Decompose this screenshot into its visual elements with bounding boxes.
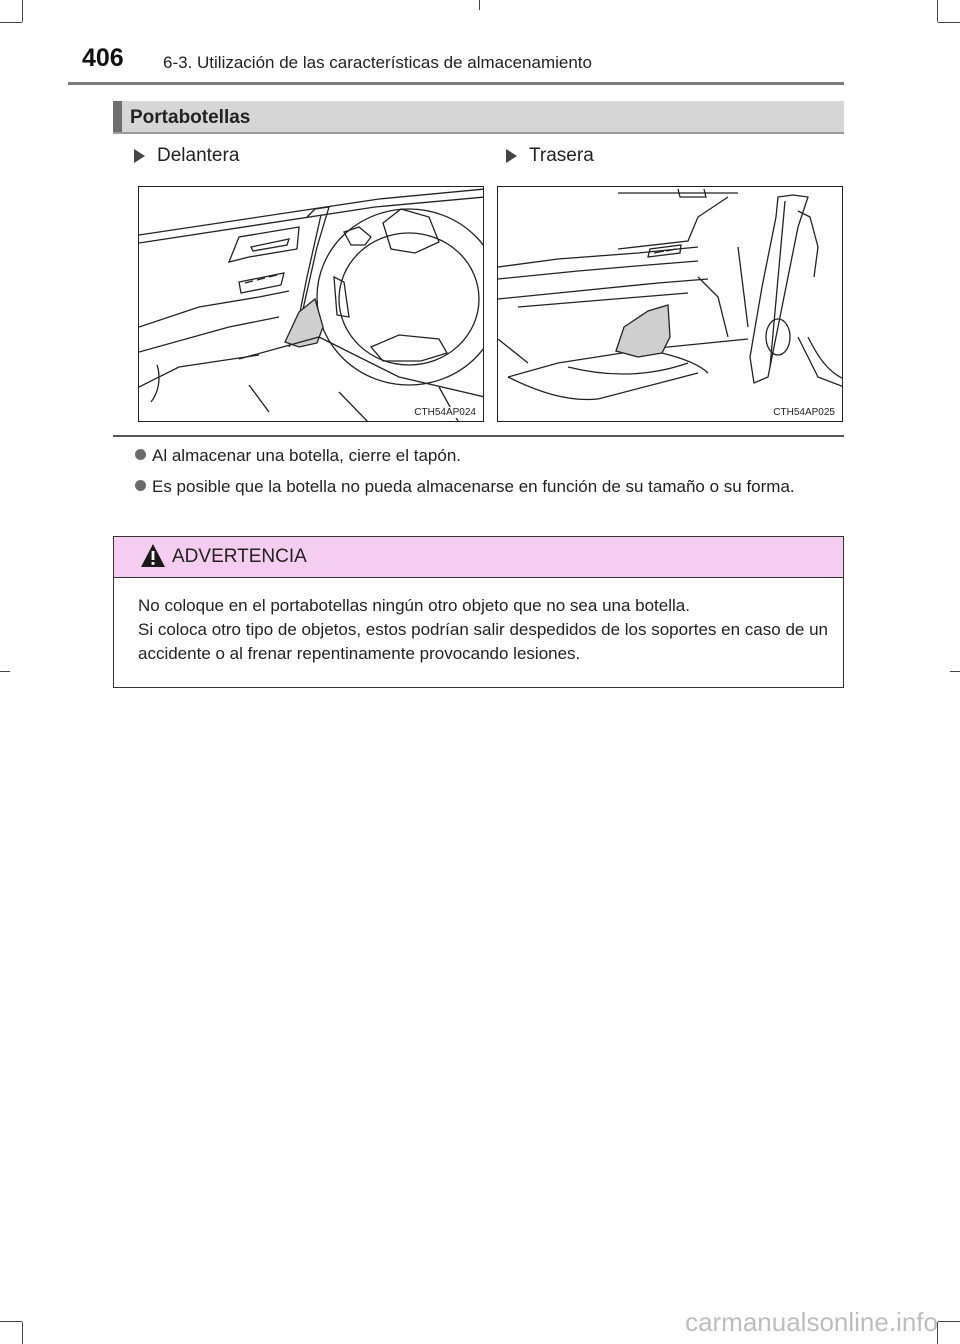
- separator-rule: [113, 435, 844, 437]
- bullet-dot-icon: [135, 449, 146, 460]
- warning-triangle-icon: [140, 543, 166, 569]
- crop-mark: [0, 671, 10, 672]
- rear-door-illustration: [498, 187, 843, 422]
- page-number: 406: [82, 44, 124, 72]
- triangle-bullet-icon: [134, 149, 145, 163]
- warning-title: ADVERTENCIA: [172, 546, 307, 567]
- bullet-item: Al almacenar una botella, cierre el tapón.: [152, 446, 462, 465]
- chapter-title: 6-3. Utilización de las características de almacenamiento: [163, 53, 592, 72]
- crop-mark: [22, 0, 23, 22]
- watermark: carmanualsonline.info: [685, 1307, 938, 1337]
- triangle-bullet-icon: [506, 149, 517, 163]
- warning-body: [138, 594, 828, 666]
- warning-box: [113, 536, 844, 688]
- warning-header: [114, 537, 843, 578]
- column-label-front: Delantera: [157, 145, 240, 166]
- crop-mark: [937, 0, 938, 22]
- bullet-dot-icon: [135, 480, 146, 491]
- crop-mark: [950, 671, 960, 672]
- crop-mark: [479, 0, 480, 10]
- warning-line: Si coloca otro tipo de objetos, estos podrían salir despedidos de los soportes en caso de un accidente o al frenar repentinamente provocando lesiones.: [138, 620, 828, 663]
- figure-code-front: CTH54AP024: [414, 407, 476, 418]
- section-title: Portabotellas: [130, 107, 251, 128]
- warning-line: No coloque en el portabotellas ningún otro objeto que no sea una botella.: [138, 596, 690, 615]
- figure-code-rear: CTH54AP025: [773, 407, 835, 418]
- crop-mark: [0, 1321, 22, 1322]
- figure-rear-bottle-holder: [497, 186, 843, 422]
- bullet-item: Es posible que la botella no pueda almacenarse en función de su tamaño o su forma.: [152, 477, 795, 496]
- section-bar-accent: [113, 101, 122, 132]
- figure-front-bottle-holder: [138, 186, 484, 422]
- crop-mark: [938, 22, 960, 23]
- front-door-illustration: [139, 187, 484, 422]
- crop-mark: [938, 1321, 960, 1322]
- header-rule: [68, 82, 844, 85]
- crop-mark: [0, 22, 22, 23]
- crop-mark: [22, 1322, 23, 1344]
- column-label-rear: Trasera: [529, 145, 594, 166]
